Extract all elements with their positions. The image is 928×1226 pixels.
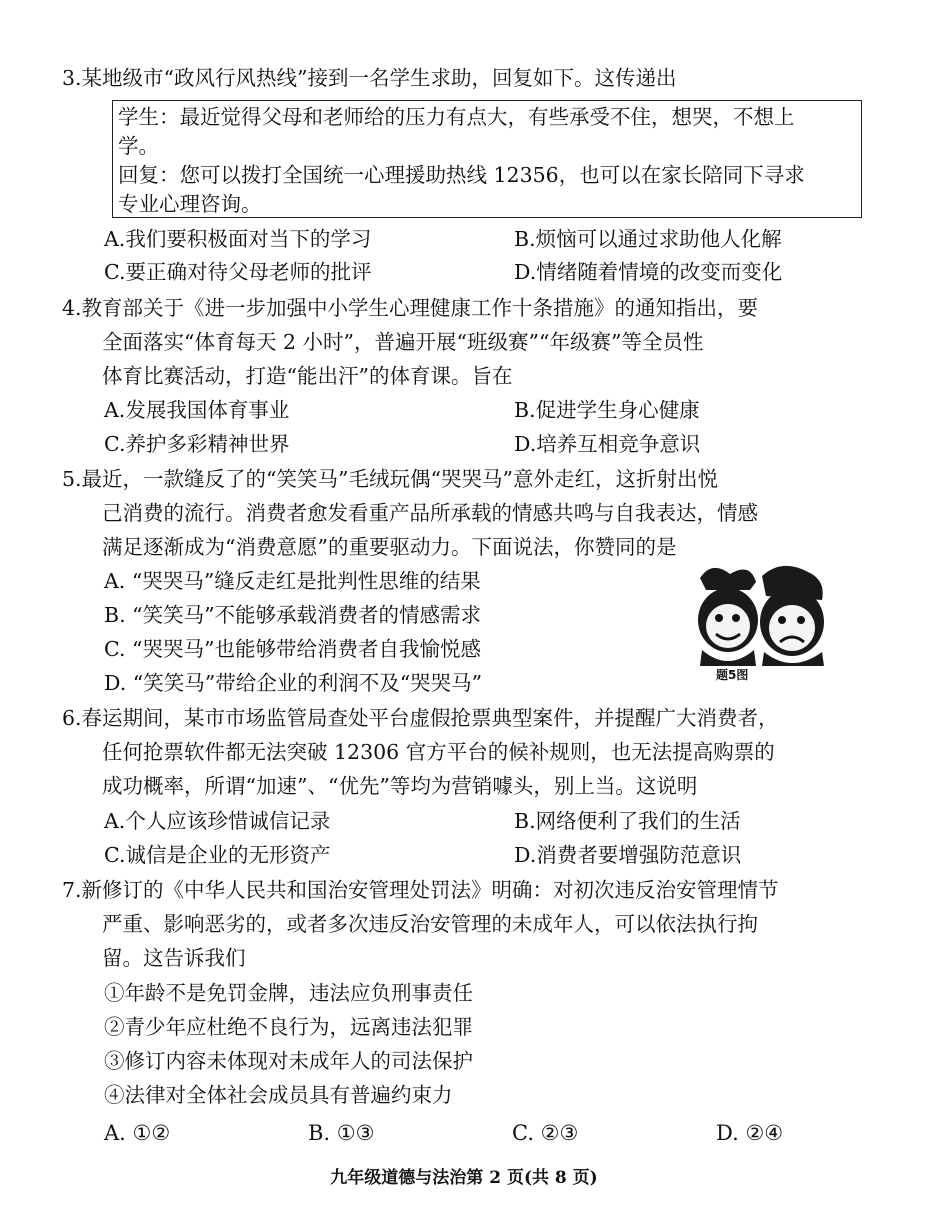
q5-option-a: A. “哭哭马”缝反走红是批判性思维的结果	[104, 569, 481, 593]
q3-box-line: 学。	[118, 134, 159, 158]
q7-choice-c: C. ②③	[512, 1121, 579, 1145]
q6-option-d: D.消费者要增强防范意识	[514, 843, 742, 867]
q7-choice-b: B. ①③	[308, 1121, 375, 1145]
horse-toys-figure	[690, 560, 830, 685]
q3-option-a: A.我们要积极面对当下的学习	[104, 227, 372, 251]
q4-stem-line: 体育比赛活动，打造“能出汗”的体育课。旨在	[102, 364, 513, 388]
q3-stem: 3.某地级市“政风行风热线”接到一名学生求助，回复如下。这传递出	[62, 66, 677, 90]
q3-box-line: 学生：最近觉得父母和老师给的压力有点大，有些承受不住，想哭，不想上	[118, 105, 795, 129]
q7-choice-a: A. ①②	[104, 1121, 171, 1145]
q5-stem-line: 己消费的流行。消费者愈发看重产品所承载的情感共鸣与自我表达，情感	[102, 501, 758, 525]
q7-choice-d: D. ②④	[716, 1121, 784, 1145]
q5-option-b: B. “笑笑马”不能够承载消费者的情感需求	[104, 603, 482, 627]
q4-stem-line: 4.教育部关于《进一步加强中小学生心理健康工作十条措施》的通知指出，要	[62, 296, 759, 320]
q7-statement-4: ④法律对全体社会成员具有普遍约束力	[104, 1083, 453, 1107]
q7-stem-line: 7.新修订的《中华人民共和国治安管理处罚法》明确：对初次违反治安管理情节	[62, 878, 779, 902]
q3-box-line: 专业心理咨询。	[118, 192, 262, 216]
q7-statement-3: ③修订内容未体现对未成年人的司法保护	[104, 1049, 473, 1073]
q4-stem-line: 全面落实“体育每天 2 小时”，普遍开展“班级赛”“年级赛”等全员性	[102, 330, 704, 354]
q6-option-a: A.个人应该珍惜诚信记录	[104, 809, 331, 833]
q7-statement-2: ②青少年应杜绝不良行为，远离违法犯罪	[104, 1015, 473, 1039]
smiling-horse-illustration	[760, 566, 824, 666]
q7-stem-line: 严重、影响恶劣的，或者多次违反治安管理的未成年人，可以依法执行拘	[102, 912, 758, 936]
q4-option-a: A.发展我国体育事业	[104, 398, 290, 422]
q7-stem-line: 留。这告诉我们	[102, 946, 246, 970]
q3-dialog-box	[112, 100, 862, 218]
q5-stem-line: 满足逐渐成为“消费意愿”的重要驱动力。下面说法，你赞同的是	[102, 535, 677, 559]
q4-option-d: D.培养互相竞争意识	[514, 432, 701, 456]
q3-option-b: B.烦恼可以通过求助他人化解	[514, 227, 782, 251]
q4-option-b: B.促进学生身心健康	[514, 398, 700, 422]
page-footer: 九年级道德与法治第 2 页(共 8 页)	[330, 1168, 598, 1188]
q6-option-b: B.网络便利了我们的生活	[514, 809, 741, 833]
q6-option-c: C.诚信是企业的无形资产	[104, 843, 331, 867]
q5-option-c: C. “哭哭马”也能够带给消费者自我愉悦感	[104, 637, 481, 661]
q3-box-line: 回复：您可以拨打全国统一心理援助热线 12356，也可以在家长陪同下寻求	[118, 163, 805, 187]
q4-option-c: C.养护多彩精神世界	[104, 432, 290, 456]
q6-stem-line: 成功概率，所谓“加速”、“优先”等均为营销噱头，别上当。这说明	[102, 774, 698, 798]
q6-stem-line: 6.春运期间，某市市场监管局查处平台虚假抢票典型案件，并提醒广大消费者，	[62, 706, 779, 730]
q3-option-d: D.情绪随着情境的改变而变化	[514, 260, 783, 284]
crying-horse-illustration	[698, 568, 758, 666]
q3-option-c: C.要正确对待父母老师的批评	[104, 260, 372, 284]
q5-option-d: D. “笑笑马”带给企业的利润不及“哭哭马”	[104, 671, 483, 695]
q5-stem-line: 5.最近，一款缝反了的“笑笑马”毛绒玩偶“哭哭马”意外走红，这折射出悦	[62, 467, 718, 491]
q7-statement-1: ①年龄不是免罚金牌，违法应负刑事责任	[104, 981, 473, 1005]
figure-caption: 题5图	[716, 668, 749, 682]
q6-stem-line: 任何抢票软件都无法突破 12306 官方平台的候补规则，也无法提高购票的	[102, 740, 775, 764]
